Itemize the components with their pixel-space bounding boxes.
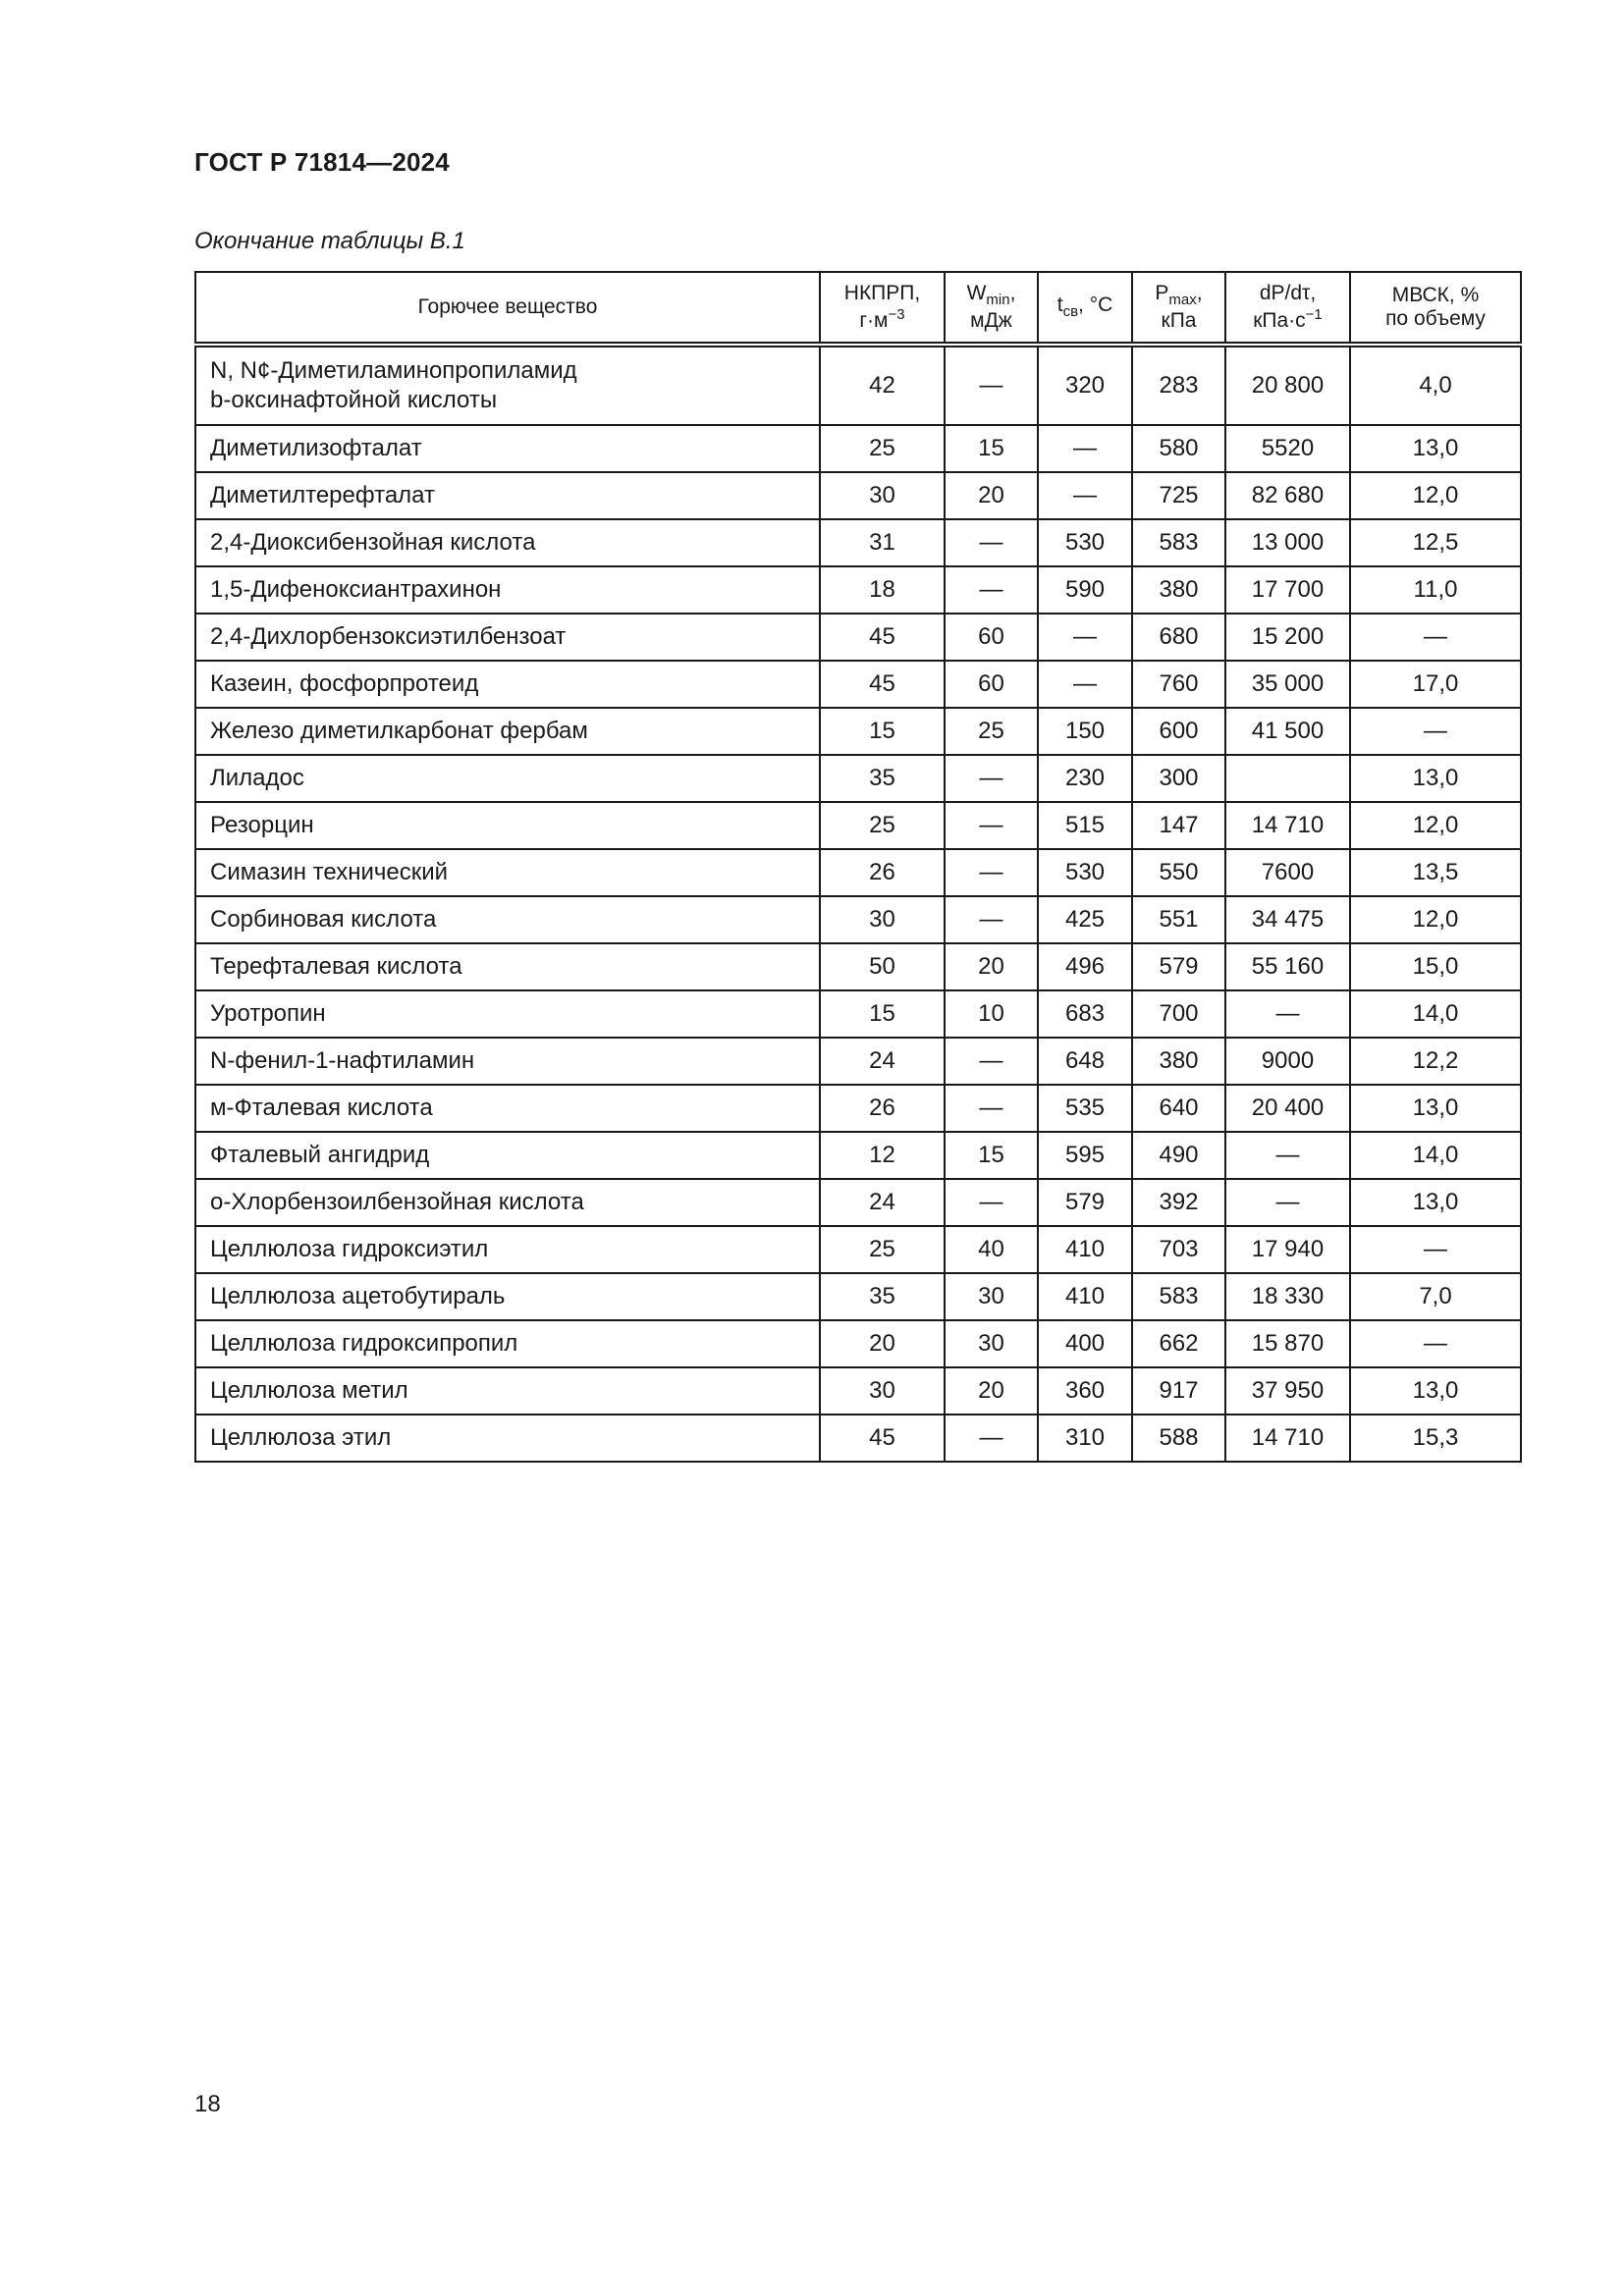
cell-dpdt: 15 200	[1225, 614, 1350, 661]
cell-nkprp: 35	[820, 755, 945, 802]
substance-name: Терефталевая кислота	[210, 953, 462, 980]
cell-pmax: 580	[1132, 425, 1225, 472]
col-header-mvsk	[1350, 272, 1521, 345]
cell-t: 310	[1038, 1415, 1132, 1462]
cell-wmin: —	[945, 345, 1038, 425]
cell-substance	[195, 1415, 820, 1462]
substance-name: Целлюлоза этил	[210, 1424, 392, 1451]
cell-mvsk: 12,5	[1350, 519, 1521, 566]
table-row	[195, 425, 1521, 472]
cell-t: 425	[1038, 896, 1132, 943]
cell-dpdt: 13 000	[1225, 519, 1350, 566]
cell-pmax: 392	[1132, 1179, 1225, 1226]
cell-nkprp: 25	[820, 425, 945, 472]
table-row	[195, 1179, 1521, 1226]
cell-wmin: —	[945, 896, 1038, 943]
cell-substance	[195, 1273, 820, 1320]
cell-mvsk: 15,3	[1350, 1415, 1521, 1462]
cell-mvsk: 4,0	[1350, 345, 1521, 425]
wmin-comma: ,	[1009, 282, 1016, 305]
cell-mvsk: 13,0	[1350, 425, 1521, 472]
cell-substance	[195, 896, 820, 943]
mvsk-unit: по объему	[1385, 307, 1486, 330]
cell-mvsk: 13,0	[1350, 1085, 1521, 1132]
cell-t: —	[1038, 661, 1132, 708]
cell-dpdt: 17 700	[1225, 566, 1350, 614]
col-header-substance: Горючее вещество	[195, 272, 820, 345]
cell-nkprp: 15	[820, 990, 945, 1038]
dpdt-unit: кПа·с	[1253, 308, 1306, 332]
cell-dpdt: —	[1225, 1132, 1350, 1179]
table-row	[195, 345, 1521, 425]
cell-pmax: 600	[1132, 708, 1225, 755]
substance-name: Диметилизофталат	[210, 435, 422, 461]
cell-mvsk: 11,0	[1350, 566, 1521, 614]
cell-mvsk: —	[1350, 1320, 1521, 1367]
pmax-subscript: max	[1168, 292, 1197, 309]
cell-pmax: 662	[1132, 1320, 1225, 1367]
mvsk-label: МВСК, %	[1391, 283, 1480, 306]
cell-dpdt: 5520	[1225, 425, 1350, 472]
table-row	[195, 1132, 1521, 1179]
nkprp-label: НКПРП,	[843, 282, 921, 305]
cell-pmax: 640	[1132, 1085, 1225, 1132]
table-row	[195, 614, 1521, 661]
substance-name: Казеин, фосфорпротеид	[210, 670, 479, 697]
cell-dpdt: 18 330	[1225, 1273, 1350, 1320]
table-row	[195, 896, 1521, 943]
table-row	[195, 472, 1521, 519]
cell-mvsk: 14,0	[1350, 990, 1521, 1038]
nkprp-unit-exponent: −3	[888, 305, 905, 323]
cell-mvsk: 12,0	[1350, 472, 1521, 519]
cell-wmin: —	[945, 1179, 1038, 1226]
cell-pmax: 725	[1132, 472, 1225, 519]
cell-nkprp: 45	[820, 614, 945, 661]
cell-dpdt: 35 000	[1225, 661, 1350, 708]
cell-wmin: 40	[945, 1226, 1038, 1273]
cell-nkprp: 20	[820, 1320, 945, 1367]
cell-t: 530	[1038, 519, 1132, 566]
cell-pmax: 579	[1132, 943, 1225, 990]
substance-name: Железо диметилкарбонат фербам	[210, 718, 588, 744]
table-row	[195, 943, 1521, 990]
table-row	[195, 1415, 1521, 1462]
substance-name: Диметилтерефталат	[210, 482, 435, 508]
cell-mvsk: 12,2	[1350, 1038, 1521, 1085]
col-header-wmin	[945, 272, 1038, 345]
cell-dpdt: 14 710	[1225, 802, 1350, 849]
cell-wmin: —	[945, 1415, 1038, 1462]
cell-dpdt: 20 800	[1225, 345, 1350, 425]
cell-substance	[195, 708, 820, 755]
cell-dpdt: 17 940	[1225, 1226, 1350, 1273]
cell-substance	[195, 519, 820, 566]
cell-nkprp: 45	[820, 661, 945, 708]
cell-pmax: 147	[1132, 802, 1225, 849]
cell-dpdt	[1225, 755, 1350, 802]
cell-wmin: 20	[945, 943, 1038, 990]
cell-nkprp: 50	[820, 943, 945, 990]
cell-t: 496	[1038, 943, 1132, 990]
substance-name: Фталевый ангидрид	[210, 1142, 430, 1168]
cell-wmin: 60	[945, 614, 1038, 661]
cell-pmax: 917	[1132, 1367, 1225, 1415]
substance-name: N, N¢-Диметиламинопропиламид	[210, 357, 577, 384]
cell-t: 410	[1038, 1273, 1132, 1320]
cell-substance	[195, 1320, 820, 1367]
table-row	[195, 1273, 1521, 1320]
cell-mvsk: 13,0	[1350, 1179, 1521, 1226]
table-row	[195, 708, 1521, 755]
substance-name: 2,4-Диоксибензойная кислота	[210, 529, 536, 556]
substance-name: Сорбиновая кислота	[210, 906, 437, 933]
cell-substance	[195, 1085, 820, 1132]
cell-pmax: 583	[1132, 519, 1225, 566]
cell-wmin: —	[945, 755, 1038, 802]
wmin-unit: мДж	[970, 308, 1012, 332]
cell-pmax: 380	[1132, 1038, 1225, 1085]
cell-nkprp: 25	[820, 802, 945, 849]
substance-name: Целлюлоза метил	[210, 1377, 408, 1404]
cell-substance	[195, 661, 820, 708]
table-caption: Окончание таблицы В.1	[194, 228, 465, 254]
cell-mvsk: 13,5	[1350, 849, 1521, 896]
cell-wmin: —	[945, 566, 1038, 614]
table-row	[195, 990, 1521, 1038]
table-body	[195, 345, 1521, 1462]
cell-mvsk: 14,0	[1350, 1132, 1521, 1179]
nkprp-unit: г·м	[859, 308, 889, 332]
cell-wmin: 10	[945, 990, 1038, 1038]
cell-wmin: —	[945, 849, 1038, 896]
cell-t: 230	[1038, 755, 1132, 802]
cell-substance	[195, 943, 820, 990]
wmin-subscript: min	[986, 292, 1010, 309]
substance-name-continued: b-оксинафтойной кислоты	[210, 387, 498, 413]
cell-t: 320	[1038, 345, 1132, 425]
t-unit: , °С	[1078, 294, 1113, 317]
cell-mvsk: 13,0	[1350, 755, 1521, 802]
cell-wmin: 30	[945, 1320, 1038, 1367]
cell-wmin: —	[945, 1038, 1038, 1085]
cell-substance	[195, 755, 820, 802]
dpdt-label: dP/dτ,	[1259, 282, 1317, 305]
cell-nkprp: 24	[820, 1038, 945, 1085]
cell-t: —	[1038, 472, 1132, 519]
cell-dpdt: 20 400	[1225, 1085, 1350, 1132]
cell-nkprp: 26	[820, 1085, 945, 1132]
cell-nkprp: 15	[820, 708, 945, 755]
cell-nkprp: 18	[820, 566, 945, 614]
table-row	[195, 519, 1521, 566]
cell-pmax: 551	[1132, 896, 1225, 943]
cell-nkprp: 12	[820, 1132, 945, 1179]
cell-pmax: 700	[1132, 990, 1225, 1038]
cell-nkprp: 31	[820, 519, 945, 566]
substance-name: 2,4-Дихлорбензоксиэтилбензоат	[210, 623, 567, 650]
table-row	[195, 849, 1521, 896]
cell-mvsk: 12,0	[1350, 802, 1521, 849]
cell-substance	[195, 1226, 820, 1273]
pmax-unit: кПа	[1161, 308, 1197, 332]
cell-pmax: 588	[1132, 1415, 1225, 1462]
cell-dpdt: 55 160	[1225, 943, 1350, 990]
page-number: 18	[194, 2091, 221, 2117]
col-header-temperature	[1038, 272, 1132, 345]
cell-wmin: 15	[945, 1132, 1038, 1179]
cell-t: 579	[1038, 1179, 1132, 1226]
cell-t: 595	[1038, 1132, 1132, 1179]
cell-mvsk: 15,0	[1350, 943, 1521, 990]
substance-name: м-Фталевая кислота	[210, 1095, 433, 1121]
cell-t: 410	[1038, 1226, 1132, 1273]
cell-wmin: 15	[945, 425, 1038, 472]
cell-dpdt: 14 710	[1225, 1415, 1350, 1462]
cell-pmax: 380	[1132, 566, 1225, 614]
cell-t: 648	[1038, 1038, 1132, 1085]
cell-t: —	[1038, 425, 1132, 472]
substance-name: Целлюлоза гидроксиэтил	[210, 1236, 489, 1262]
table-row	[195, 1038, 1521, 1085]
cell-dpdt: 15 870	[1225, 1320, 1350, 1367]
t-symbol: t	[1056, 294, 1063, 317]
cell-t: 360	[1038, 1367, 1132, 1415]
substance-name: Симазин технический	[210, 859, 449, 885]
cell-substance	[195, 472, 820, 519]
cell-pmax: 283	[1132, 345, 1225, 425]
cell-pmax: 760	[1132, 661, 1225, 708]
substance-name: Уротропин	[210, 1000, 326, 1027]
table-row	[195, 1226, 1521, 1273]
table-row	[195, 1367, 1521, 1415]
table-row	[195, 1085, 1521, 1132]
cell-mvsk: 17,0	[1350, 661, 1521, 708]
cell-mvsk: —	[1350, 708, 1521, 755]
cell-wmin: 30	[945, 1273, 1038, 1320]
table-row	[195, 566, 1521, 614]
substance-name: Лиладос	[210, 765, 304, 791]
cell-nkprp: 24	[820, 1179, 945, 1226]
col-header-dpdt	[1225, 272, 1350, 345]
substance-name: Целлюлоза ацетобутираль	[210, 1283, 506, 1309]
cell-nkprp: 35	[820, 1273, 945, 1320]
cell-t: 150	[1038, 708, 1132, 755]
cell-mvsk: 12,0	[1350, 896, 1521, 943]
cell-wmin: —	[945, 802, 1038, 849]
cell-mvsk: 7,0	[1350, 1273, 1521, 1320]
cell-nkprp: 30	[820, 1367, 945, 1415]
substance-name: о-Хлорбензоилбензойная кислота	[210, 1189, 584, 1215]
cell-dpdt: 37 950	[1225, 1367, 1350, 1415]
cell-nkprp: 30	[820, 472, 945, 519]
table-row	[195, 1320, 1521, 1367]
substance-name: 1,5-Дифеноксиантрахинон	[210, 576, 502, 603]
cell-t: 515	[1038, 802, 1132, 849]
cell-t: 530	[1038, 849, 1132, 896]
dpdt-unit-exponent: −1	[1305, 305, 1323, 323]
cell-nkprp: 25	[820, 1226, 945, 1273]
pmax-comma: ,	[1196, 282, 1203, 305]
cell-substance	[195, 802, 820, 849]
cell-substance	[195, 1367, 820, 1415]
cell-substance	[195, 1179, 820, 1226]
table-row	[195, 661, 1521, 708]
cell-nkprp: 45	[820, 1415, 945, 1462]
cell-dpdt: —	[1225, 990, 1350, 1038]
cell-mvsk: 13,0	[1350, 1367, 1521, 1415]
cell-wmin: 20	[945, 1367, 1038, 1415]
cell-nkprp: 26	[820, 849, 945, 896]
cell-pmax: 550	[1132, 849, 1225, 896]
cell-t: —	[1038, 614, 1132, 661]
cell-pmax: 583	[1132, 1273, 1225, 1320]
substance-name: Резорцин	[210, 812, 314, 838]
table-row	[195, 802, 1521, 849]
cell-dpdt: 7600	[1225, 849, 1350, 896]
standard-designation: ГОСТ Р 71814—2024	[194, 147, 450, 177]
cell-substance	[195, 1132, 820, 1179]
cell-wmin: 60	[945, 661, 1038, 708]
cell-substance	[195, 566, 820, 614]
cell-wmin: —	[945, 1085, 1038, 1132]
cell-pmax: 490	[1132, 1132, 1225, 1179]
cell-substance	[195, 1038, 820, 1085]
cell-pmax: 680	[1132, 614, 1225, 661]
substance-name: Целлюлоза гидроксипропил	[210, 1330, 518, 1357]
col-header-nkprp	[820, 272, 945, 345]
cell-substance	[195, 614, 820, 661]
cell-dpdt: —	[1225, 1179, 1350, 1226]
t-subscript: св	[1062, 303, 1079, 321]
cell-dpdt: 9000	[1225, 1038, 1350, 1085]
cell-t: 400	[1038, 1320, 1132, 1367]
cell-substance	[195, 345, 820, 425]
cell-pmax: 300	[1132, 755, 1225, 802]
cell-t: 683	[1038, 990, 1132, 1038]
cell-mvsk: —	[1350, 614, 1521, 661]
wmin-symbol: W	[966, 282, 987, 305]
cell-substance	[195, 990, 820, 1038]
substance-name: N-фенил-1-нафтиламин	[210, 1047, 475, 1074]
cell-substance	[195, 849, 820, 896]
cell-wmin: 25	[945, 708, 1038, 755]
pmax-symbol: P	[1155, 282, 1169, 305]
cell-wmin: 20	[945, 472, 1038, 519]
cell-dpdt: 34 475	[1225, 896, 1350, 943]
substances-table	[194, 271, 1522, 1463]
cell-nkprp: 30	[820, 896, 945, 943]
cell-dpdt: 82 680	[1225, 472, 1350, 519]
cell-dpdt: 41 500	[1225, 708, 1350, 755]
cell-wmin: —	[945, 519, 1038, 566]
cell-nkprp: 42	[820, 345, 945, 425]
table-header-row	[195, 272, 1521, 345]
col-header-pmax	[1132, 272, 1225, 345]
table-row	[195, 755, 1521, 802]
cell-pmax: 703	[1132, 1226, 1225, 1273]
cell-mvsk: —	[1350, 1226, 1521, 1273]
cell-t: 535	[1038, 1085, 1132, 1132]
cell-substance	[195, 425, 820, 472]
cell-t: 590	[1038, 566, 1132, 614]
